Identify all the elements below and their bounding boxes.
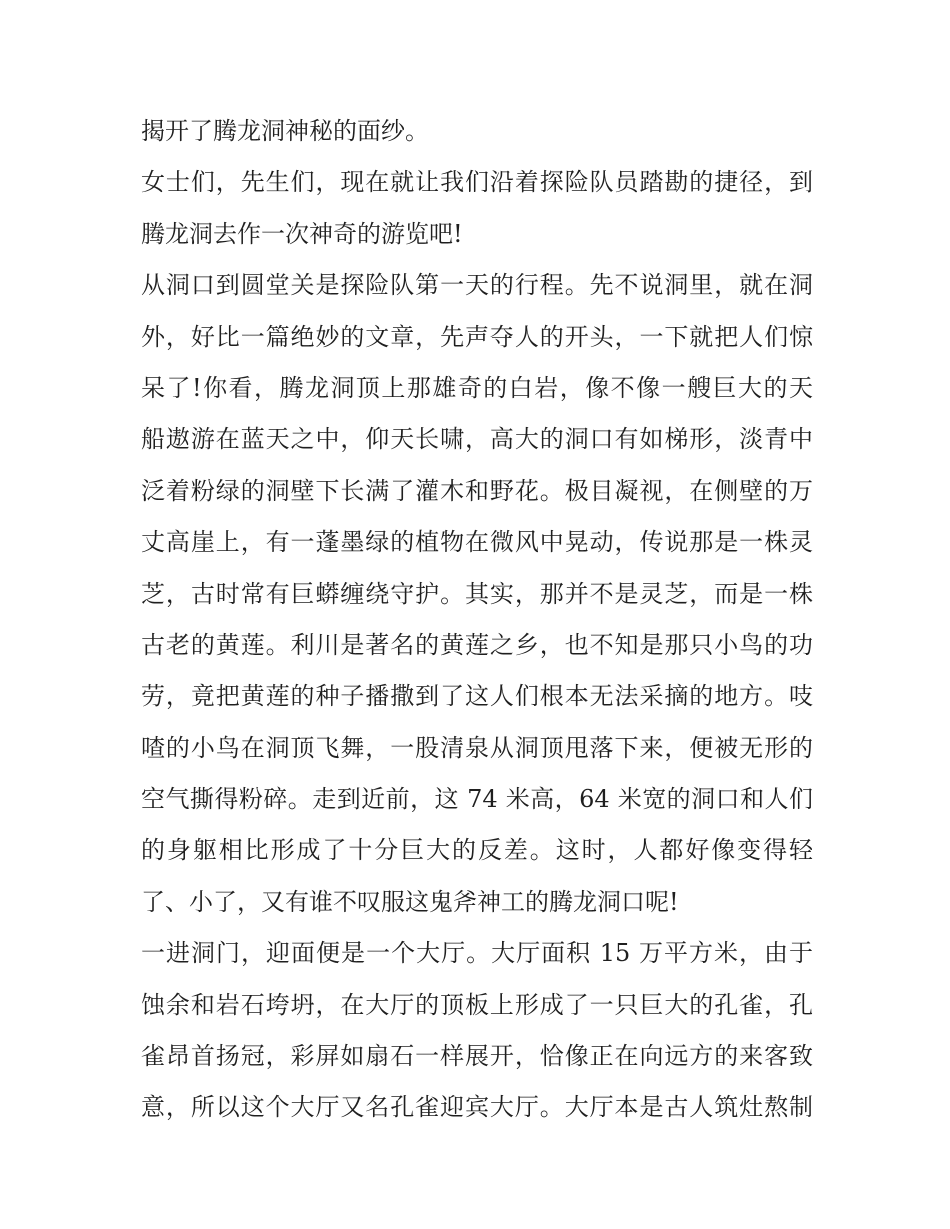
text-line: 船遨游在蓝天之中，仰天长啸，高大的洞口有如梯形，淡青中 <box>141 425 813 454</box>
text-line: 了、小了，又有谁不叹服这鬼斧神工的腾龙洞口呢! <box>141 887 679 916</box>
text-line: 的身躯相比形成了十分巨大的反差。这时，人都好像变得轻 <box>141 836 813 865</box>
text-line: 雀昂首扬冠，彩屏如扇石一样展开，恰像正在向远方的来客致 <box>141 1042 813 1071</box>
text-line: 丈高崖上，有一蓬墨绿的植物在微风中晃动，传说那是一株灵 <box>141 528 813 557</box>
text-line: 意，所以这个大厅又名孔雀迎宾大厅。大厅本是古人筑灶熬制 <box>141 1093 813 1122</box>
text-line: 外，好比一篇绝妙的文章，先声夺人的开头，一下就把人们惊 <box>141 322 813 351</box>
text-line: 揭开了腾龙洞神秘的面纱。 <box>141 117 429 145</box>
text-line: 腾龙洞去作一次神奇的游览吧! <box>141 219 463 248</box>
text-line: 芝，古时常有巨蟒缠绕守护。其实，那并不是灵芝，而是一株 <box>141 579 813 608</box>
text-line: 古老的黄莲。利川是著名的黄莲之乡，也不知是那只小鸟的功 <box>141 630 813 659</box>
document-body <box>141 106 813 1134</box>
text-line: 女士们，先生们，现在就让我们沿着探险队员踏勘的捷径，到 <box>141 168 813 197</box>
text-line: 蚀余和岩石垮坍，在大厅的顶板上形成了一只巨大的孔雀，孔 <box>141 990 813 1019</box>
text-line: 空气撕得粉碎。走到近前，这 74 米高，64 米宽的洞口和人们 <box>141 785 813 814</box>
text-line: 喳的小鸟在洞顶飞舞，一股清泉从洞顶甩落下来，便被无形的 <box>141 733 813 762</box>
text-line: 一进洞门，迎面便是一个大厅。大厅面积 15 万平方米，由于 <box>141 939 813 968</box>
text-line: 从洞口到圆堂关是探险队第一天的行程。先不说洞里，就在洞 <box>141 271 813 300</box>
text-line: 劳，竟把黄莲的种子播撒到了这人们根本无法采摘的地方。吱 <box>141 682 813 711</box>
text-line: 泛着粉绿的洞壁下长满了灌木和野花。极目凝视，在侧壁的万 <box>141 476 813 505</box>
text-line: 呆了!你看，腾龙洞顶上那雄奇的白岩，像不像一艘巨大的天 <box>141 373 813 402</box>
